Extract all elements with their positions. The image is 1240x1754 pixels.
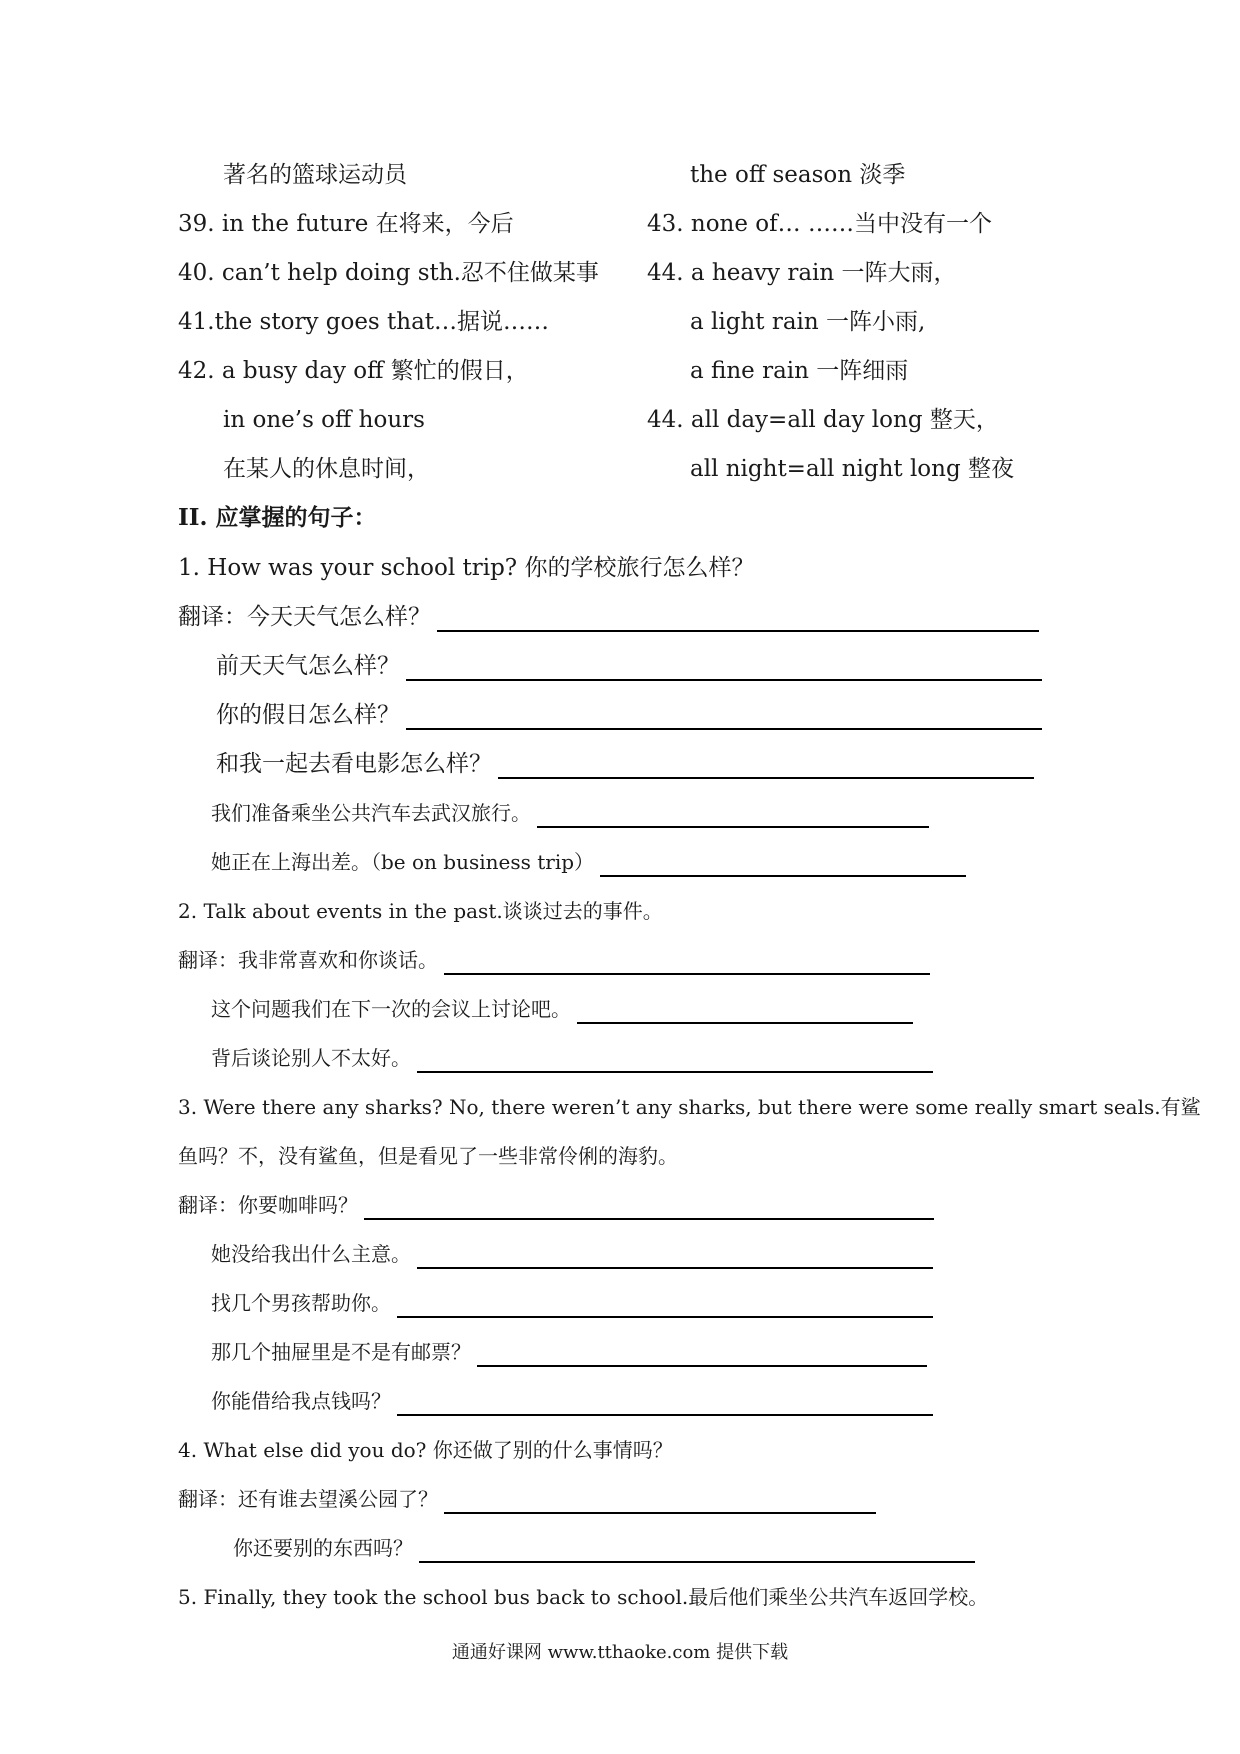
translate-prompt: 翻译：还有谁去望溪公园了？ (178, 1487, 438, 1511)
answer-blank[interactable] (437, 606, 1039, 632)
answer-blank[interactable] (417, 1243, 933, 1269)
sentence-title-3-cont: 鱼吗？不，没有鲨鱼，但是看见了一些非常伶俐的海豹。 (178, 1144, 678, 1168)
translate-row (211, 1386, 933, 1416)
translate-row (211, 847, 966, 877)
answer-blank[interactable] (537, 802, 929, 828)
translate-prompt: 翻译：我非常喜欢和你谈话。 (178, 948, 438, 972)
translate-row (216, 749, 1034, 779)
translate-row (211, 798, 929, 828)
answer-blank[interactable] (406, 655, 1042, 681)
sentence-title-3: 3. Were there any sharks? No, there weren’t any sharks, but there were some really smart seals.有鲨 (178, 1095, 1201, 1119)
answer-blank[interactable] (417, 1047, 933, 1073)
translate-row (178, 1484, 876, 1514)
vocab-right-item: all night=all night long 整夜 (690, 456, 1014, 482)
translate-row (178, 1190, 934, 1220)
vocab-right-item: 43. none of… ……当中没有一个 (647, 211, 992, 237)
translate-row (211, 1288, 933, 1318)
answer-blank[interactable] (498, 753, 1034, 779)
translate-prompt: 找几个男孩帮助你。 (211, 1291, 391, 1315)
translate-prompt: 你能借给我点钱吗？ (211, 1389, 391, 1413)
translate-row (216, 651, 1042, 681)
translate-prompt: 她正在上海出差。（be on business trip） (211, 850, 595, 874)
translate-row (211, 1337, 927, 1367)
vocab-left-item: 39. in the future 在将来，今后 (178, 211, 514, 237)
translate-row (233, 1533, 975, 1563)
answer-blank[interactable] (444, 949, 930, 975)
answer-blank[interactable] (419, 1537, 975, 1563)
sentence-title-1: 1. How was your school trip? 你的学校旅行怎么样？ (178, 555, 755, 581)
translate-prompt: 背后谈论别人不太好。 (211, 1046, 411, 1070)
translate-row (211, 1043, 933, 1073)
answer-blank[interactable] (477, 1341, 927, 1367)
answer-blank[interactable] (397, 1390, 933, 1416)
vocab-right-item: 44. all day=all day long 整天， (647, 407, 999, 433)
translate-prompt: 翻译：今天天气怎么样？ (178, 604, 431, 630)
translate-prompt: 前天天气怎么样？ (216, 653, 400, 679)
vocab-left-item: 41.the story goes that…据说…… (178, 309, 550, 335)
translate-prompt: 那几个抽屉里是不是有邮票？ (211, 1340, 471, 1364)
vocab-right-item: the off season 淡季 (690, 162, 906, 188)
answer-blank[interactable] (397, 1292, 933, 1318)
section-heading: II. 应掌握的句子： (178, 504, 377, 531)
answer-blank[interactable] (364, 1194, 934, 1220)
translate-prompt: 你的假日怎么样？ (216, 702, 400, 728)
sentence-title-2: 2. Talk about events in the past.谈谈过去的事件。 (178, 899, 663, 923)
answer-blank[interactable] (444, 1488, 876, 1514)
translate-row (211, 1239, 933, 1269)
translate-row (216, 700, 1042, 730)
vocab-left-item: 40. can’t help doing sth.忍不住做某事 (178, 260, 599, 286)
translate-prompt: 这个问题我们在下一次的会议上讨论吧。 (211, 997, 571, 1021)
translate-row (211, 994, 913, 1024)
translate-prompt: 她没给我出什么主意。 (211, 1242, 411, 1266)
translate-prompt: 我们准备乘坐公共汽车去武汉旅行。 (211, 801, 531, 825)
translate-row (178, 602, 1039, 632)
sentence-title-4: 4. What else did you do? 你还做了别的什么事情吗？ (178, 1438, 673, 1462)
sentence-title-5: 5. Finally, they took the school bus back to school.最后他们乘坐公共汽车返回学校。 (178, 1585, 989, 1609)
answer-blank[interactable] (577, 998, 913, 1024)
translate-prompt: 你还要别的东西吗？ (233, 1536, 413, 1560)
vocab-right-item: a light rain 一阵小雨, (690, 309, 926, 335)
vocab-right-item: 44. a heavy rain 一阵大雨， (647, 260, 957, 286)
translate-prompt: 翻译：你要咖啡吗？ (178, 1193, 358, 1217)
translate-prompt: 和我一起去看电影怎么样？ (216, 751, 492, 777)
answer-blank[interactable] (406, 704, 1042, 730)
vocab-left-item: in one’s off hours (223, 407, 425, 433)
vocab-left-item: 42. a busy day off 繁忙的假日， (178, 358, 529, 384)
vocab-right-item: a fine rain 一阵细雨 (690, 358, 909, 384)
vocab-left-item: 著名的篮球运动员 (223, 162, 407, 188)
page-footer: 通通好课网 www.tthaoke.com 提供下载 (451, 1642, 789, 1663)
translate-row (178, 945, 930, 975)
answer-blank[interactable] (600, 851, 966, 877)
vocab-left-item: 在某人的休息时间， (223, 456, 430, 482)
